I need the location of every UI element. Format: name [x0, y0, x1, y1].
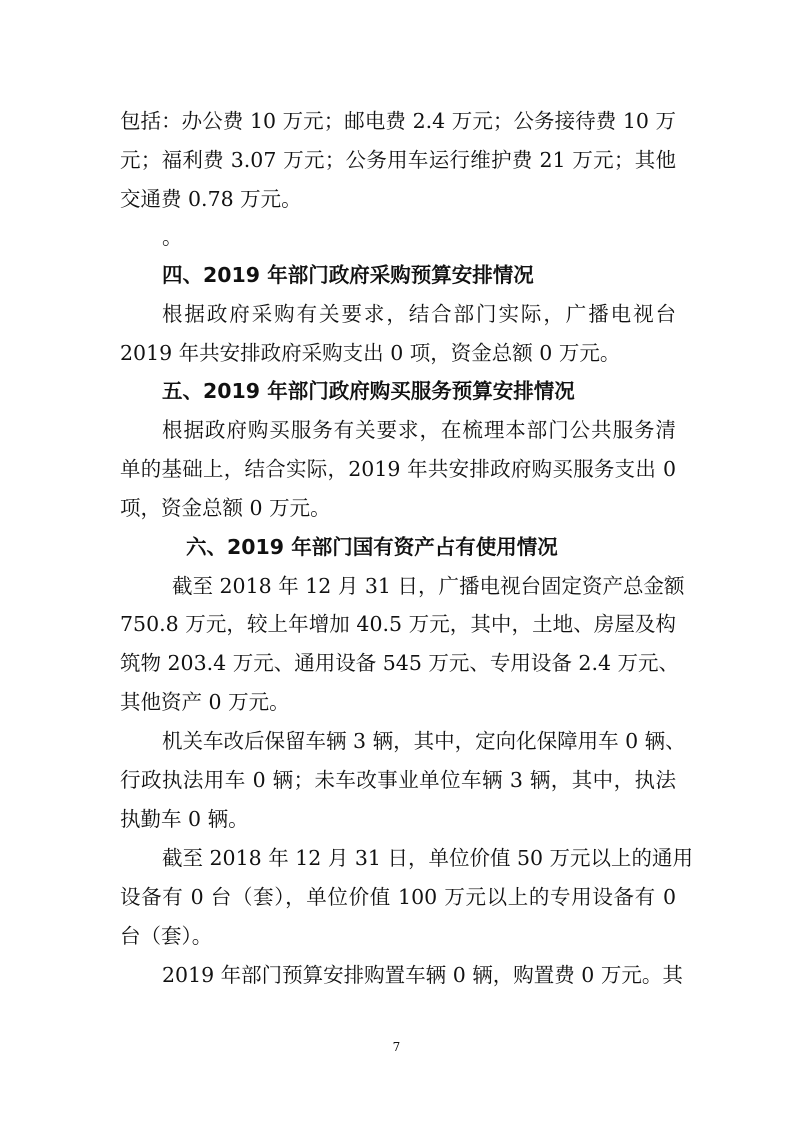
page-number: 7 — [392, 1040, 401, 1054]
paragraph-line: 截至 2018 年 12 月 31 日，广播电视台固定资产总金额 — [172, 574, 685, 598]
section-heading-5: 五、2019 年部门政府购买服务预算安排情况 — [162, 379, 575, 403]
paragraph-line: 2019 年共安排政府采购支出 0 项，资金总额 0 万元。 — [120, 341, 621, 365]
paragraph-line: 交通费 0.78 万元。 — [120, 187, 302, 211]
paragraph-line: 根据政府采购有关要求，结合部门实际，广播电视台 — [162, 302, 676, 326]
paragraph-line: 执勤车 0 辆。 — [120, 807, 249, 831]
paragraph-line: 。 — [162, 225, 183, 249]
paragraph-line: 2019 年部门预算安排购置车辆 0 辆，购置费 0 万元。其 — [162, 963, 683, 987]
paragraph-line: 项，资金总额 0 万元。 — [120, 496, 331, 520]
paragraph-line: 其他资产 0 万元。 — [120, 690, 290, 714]
paragraph-line: 台（套）。 — [120, 924, 213, 948]
paragraph-line: 筑物 203.4 万元、通用设备 545 万元、专用设备 2.4 万元、 — [120, 651, 680, 675]
paragraph-line: 机关车改后保留车辆 3 辆，其中，定向化保障用车 0 辆、 — [162, 729, 686, 753]
paragraph-line: 包括：办公费 10 万元；邮电费 2.4 万元；公务接待费 10 万 — [120, 109, 676, 133]
paragraph-line: 750.8 万元，较上年增加 40.5 万元，其中，土地、房屋及构 — [120, 612, 676, 636]
paragraph-line: 根据政府购买服务有关要求，在梳理本部门公共服务清 — [162, 418, 676, 442]
paragraph-line: 单的基础上，结合实际，2019 年共安排政府购买服务支出 0 — [120, 457, 676, 481]
paragraph-line: 设备有 0 台（套），单位价值 100 万元以上的专用设备有 0 — [120, 885, 676, 909]
section-heading-6: 六、2019 年部门国有资产占有使用情况 — [186, 535, 558, 559]
paragraph-line: 截至 2018 年 12 月 31 日，单位价值 50 万元以上的通用 — [162, 846, 694, 870]
section-heading-4: 四、2019 年部门政府采购预算安排情况 — [162, 263, 534, 287]
paragraph-line: 行政执法用车 0 辆；未车改事业单位车辆 3 辆，其中，执法 — [120, 768, 676, 792]
paragraph-line: 元；福利费 3.07 万元；公务用车运行维护费 21 万元；其他 — [120, 148, 676, 172]
